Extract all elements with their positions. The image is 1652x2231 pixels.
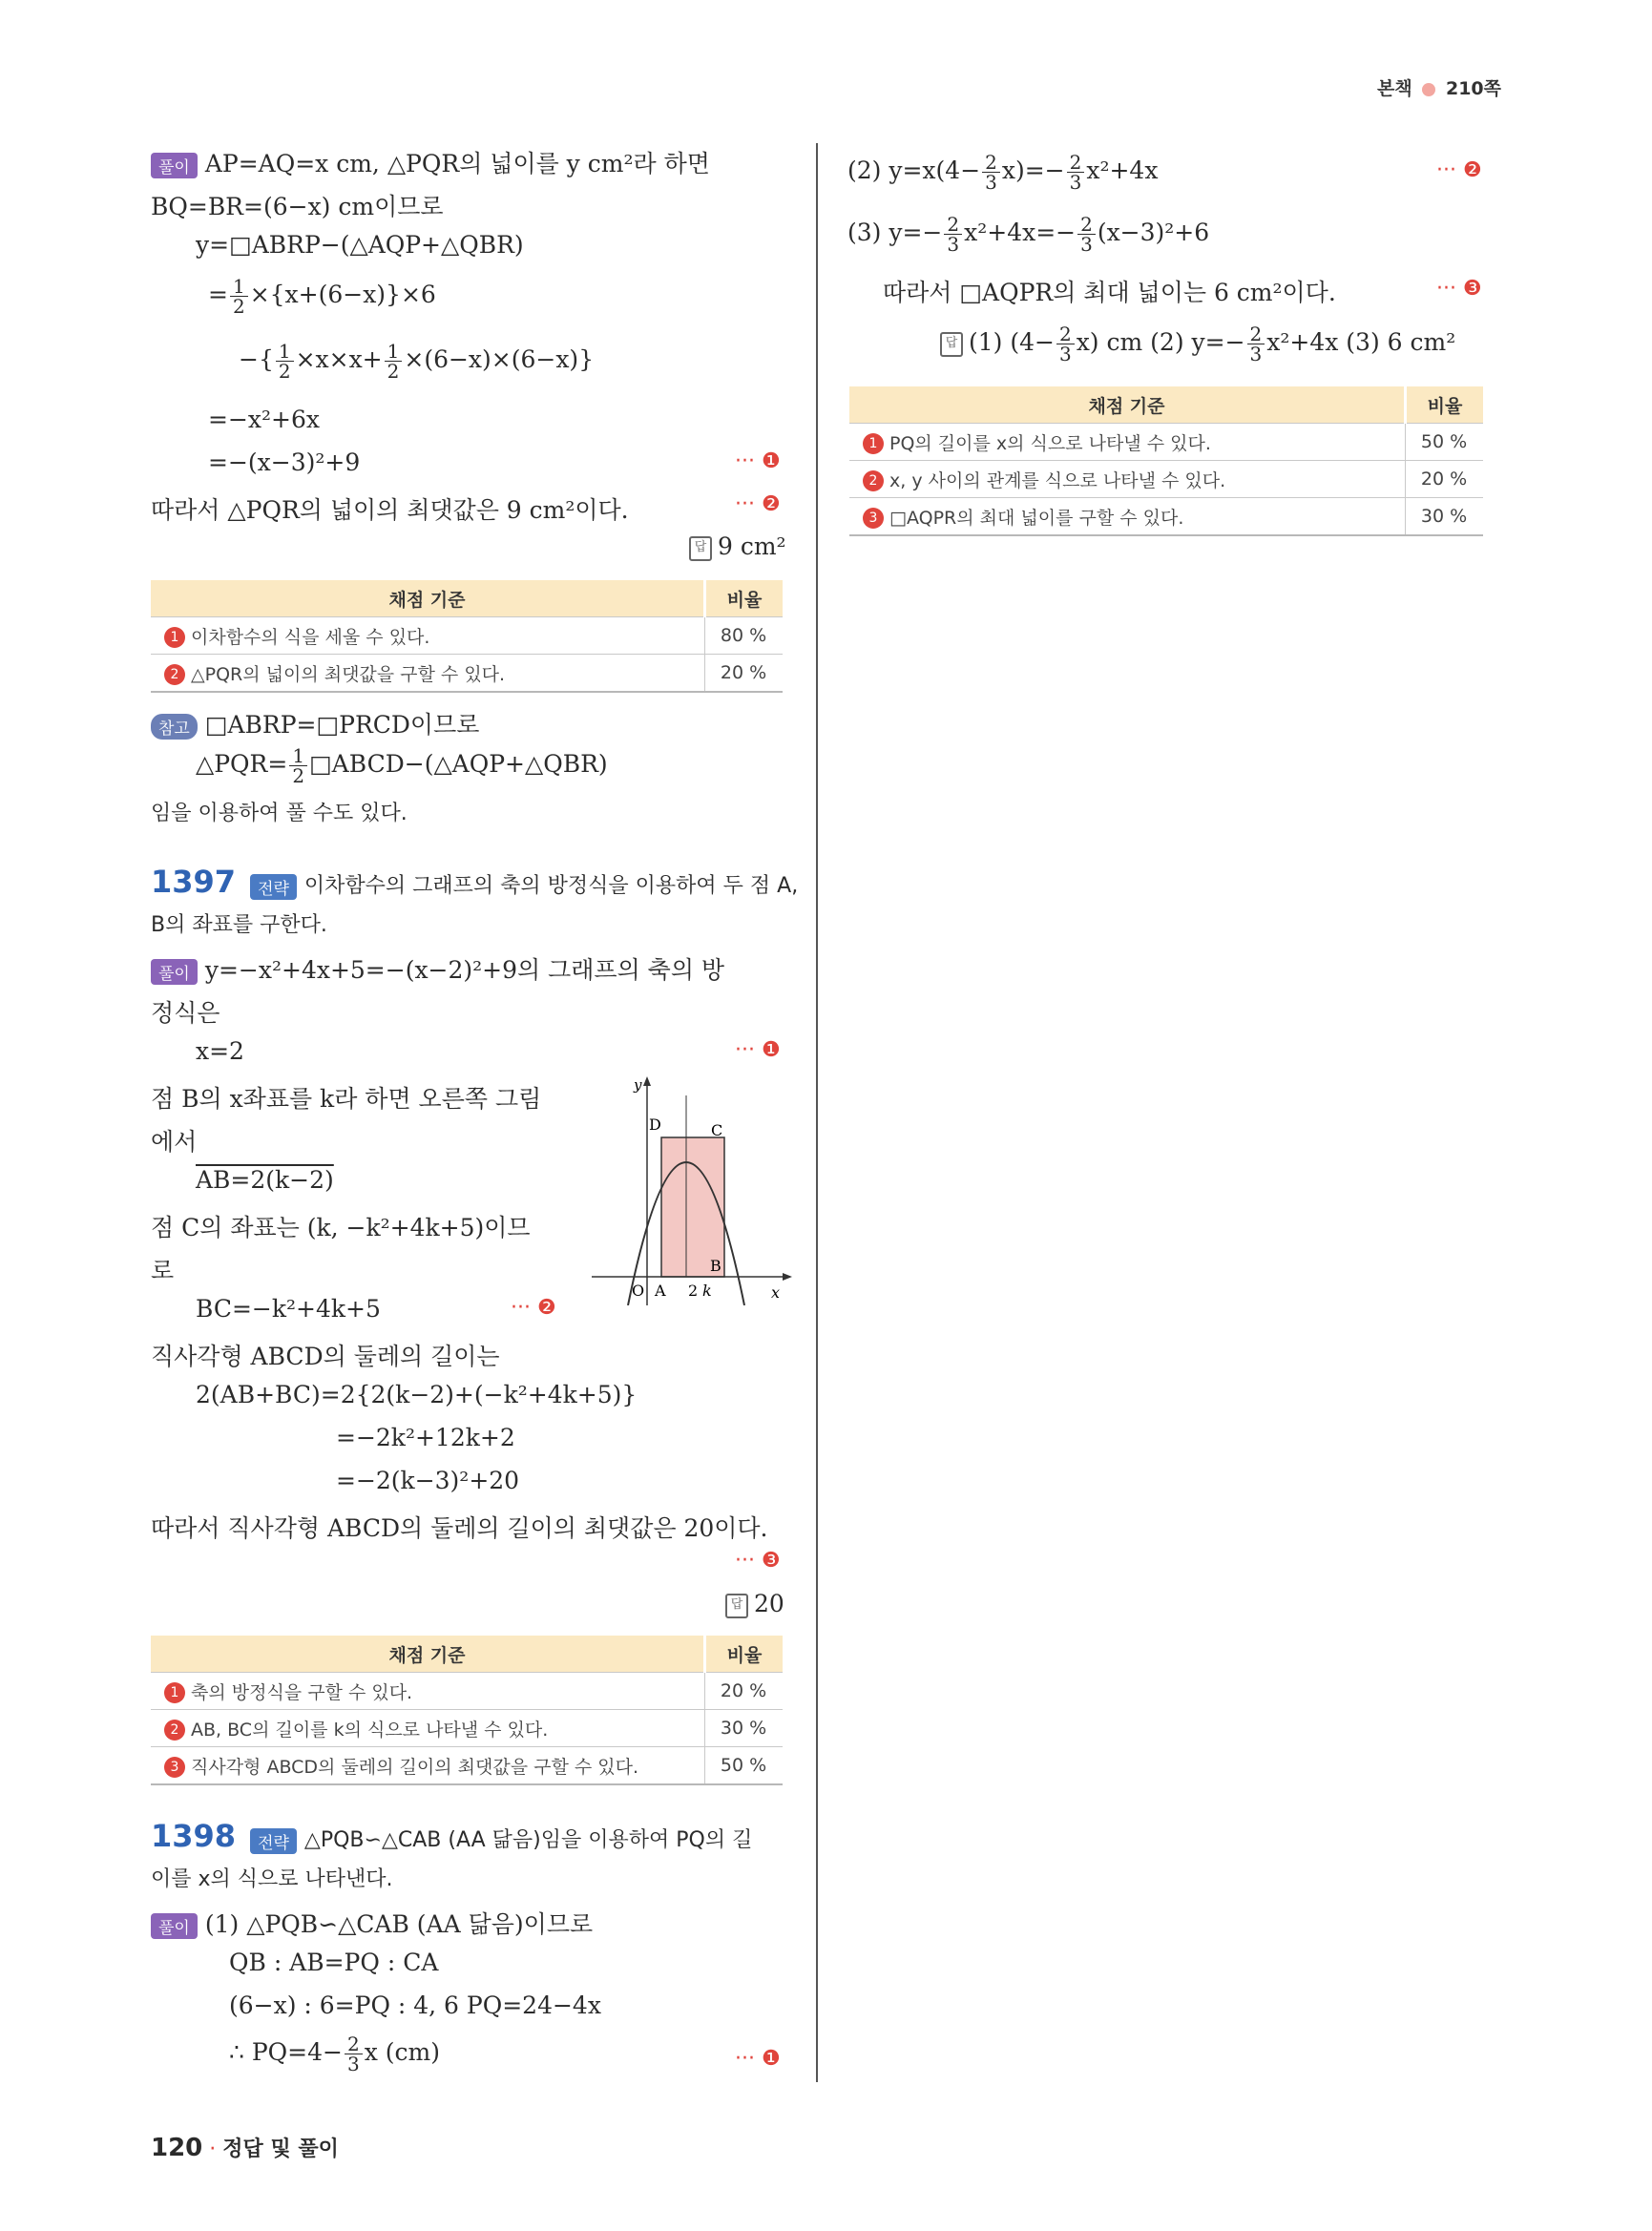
criteria-text: 축의 방정식을 구할 수 있다. bbox=[191, 1681, 413, 1703]
label-2: 2 bbox=[688, 1282, 699, 1300]
criteria-number: 1 bbox=[164, 627, 185, 648]
text: ×x×x+ bbox=[295, 345, 383, 373]
denominator: 2 bbox=[292, 764, 305, 787]
pul-badge: 풀이 bbox=[151, 1913, 198, 1939]
page-header bbox=[1377, 74, 1501, 100]
step-number: ❶ bbox=[761, 2047, 781, 2071]
label-c: C bbox=[711, 1121, 723, 1139]
dots: ··· bbox=[735, 492, 755, 516]
text: ×(6−x)×(6−x)} bbox=[404, 345, 595, 373]
denominator: 2 bbox=[387, 360, 400, 383]
dots: ··· bbox=[1436, 158, 1456, 182]
answer-2 bbox=[725, 1590, 784, 1618]
criteria-text: AB, BC의 길이를 k의 식으로 나타낼 수 있다. bbox=[191, 1719, 549, 1741]
criteria-header: 채점 기준 bbox=[151, 580, 705, 617]
denominator: 3 bbox=[1080, 233, 1093, 256]
p1397-line-9: BC=−k²+4k+5 bbox=[196, 1295, 381, 1323]
p1398-line-2: QB : AB=PQ : CA bbox=[229, 1949, 439, 1976]
text: ∴ PQ=4− bbox=[229, 2038, 343, 2066]
chamgo-badge: 참고 bbox=[151, 714, 198, 740]
text: −{ bbox=[239, 345, 274, 373]
table-row bbox=[849, 498, 1483, 536]
label-b: B bbox=[710, 1257, 721, 1275]
p1397-line-10: 직사각형 ABCD의 둘레의 길이는 bbox=[151, 1343, 500, 1370]
note-line-1 bbox=[151, 706, 479, 740]
numerator: 2 bbox=[1067, 153, 1085, 173]
step-marker-3 bbox=[735, 1549, 781, 1573]
ratio-cell: 30 % bbox=[705, 1710, 784, 1747]
ratio-cell: 20 % bbox=[1406, 461, 1484, 498]
text: x (cm) bbox=[364, 2038, 440, 2066]
header-separator-icon bbox=[1422, 83, 1435, 96]
jeonryak-badge: 전략 bbox=[250, 874, 297, 900]
dots: ··· bbox=[735, 1038, 755, 1062]
fraction bbox=[230, 277, 248, 316]
text: = bbox=[208, 281, 228, 308]
step-number: ❸ bbox=[1462, 277, 1482, 301]
p1397-line-13: =−2(k−3)²+20 bbox=[336, 1467, 520, 1494]
header-page-ref: 210쪽 bbox=[1445, 78, 1501, 99]
numerator: 1 bbox=[276, 342, 294, 362]
fraction bbox=[385, 342, 403, 381]
p1397-line-7: 점 C의 좌표는 (k, −k²+4k+5)이므 bbox=[151, 1214, 531, 1241]
pul-badge: 풀이 bbox=[151, 153, 198, 178]
step-marker-3 bbox=[1436, 277, 1482, 301]
solution-line-4 bbox=[208, 277, 436, 316]
scoring-table-3 bbox=[849, 386, 1483, 536]
criteria-number: 2 bbox=[863, 470, 884, 491]
answer-text: 9 cm² bbox=[718, 532, 786, 560]
problem-number: 1397 bbox=[151, 864, 237, 900]
header-book: 본책 bbox=[1377, 78, 1412, 99]
dots: ··· bbox=[1436, 277, 1456, 301]
fraction bbox=[1247, 324, 1265, 364]
ratio-cell: 50 % bbox=[1406, 424, 1484, 461]
denominator: 3 bbox=[346, 2053, 360, 2075]
problem-1398-strategy-2: 이를 x의 식으로 나타낸다. bbox=[151, 1867, 393, 1891]
p1397-line-2: 정식은 bbox=[151, 999, 220, 1027]
dots: ··· bbox=[511, 1296, 531, 1320]
criteria-number: 1 bbox=[164, 1682, 185, 1703]
p1397-line-14: 따라서 직사각형 ABCD의 둘레의 길이의 최댓값은 20이다. bbox=[151, 1514, 768, 1542]
label-o: O bbox=[632, 1282, 645, 1300]
fraction bbox=[289, 746, 307, 785]
fraction bbox=[1077, 215, 1096, 254]
denominator: 3 bbox=[1249, 343, 1263, 365]
text: AP=AQ=x cm, △PQR의 넓이를 y cm²라 하면 bbox=[204, 150, 710, 177]
text: ×{x+(6−x)}×6 bbox=[249, 281, 436, 308]
text: (1) (4− bbox=[969, 328, 1055, 356]
x-arrow-icon bbox=[783, 1273, 792, 1281]
p1397-line-4: 점 B의 x좌표를 k라 하면 오른쪽 그림 bbox=[151, 1085, 542, 1113]
table-row bbox=[151, 1747, 783, 1785]
label-k: k bbox=[702, 1282, 712, 1300]
label-y: y bbox=[634, 1076, 642, 1094]
numerator: 1 bbox=[289, 746, 307, 766]
note-line-3: 임을 이용하여 풀 수도 있다. bbox=[151, 802, 408, 825]
footer-section: 정답 및 풀이 bbox=[222, 2137, 339, 2161]
p1398-line-1 bbox=[151, 1906, 593, 1940]
criteria-text: 직사각형 ABCD의 둘레의 길이의 최댓값을 구할 수 있다. bbox=[191, 1756, 638, 1778]
step-marker-1 bbox=[735, 1038, 781, 1062]
problem-1398-strategy bbox=[151, 1818, 752, 1854]
answer-text: 20 bbox=[754, 1590, 784, 1617]
text: □ABCD−(△AQP+△QBR) bbox=[309, 750, 608, 778]
table-row bbox=[151, 1673, 783, 1710]
jeonryak-badge: 전략 bbox=[250, 1828, 297, 1854]
right-answer bbox=[940, 324, 1455, 364]
criteria-text: □AQPR의 최대 넓이를 구할 수 있다. bbox=[889, 507, 1184, 529]
numerator: 1 bbox=[230, 277, 248, 297]
scoring-table-2 bbox=[151, 1636, 783, 1785]
solution-line-8: 따라서 △PQR의 넓이의 최댓값은 9 cm²이다. bbox=[151, 496, 629, 524]
numerator: 2 bbox=[944, 215, 962, 235]
answer-icon: 답 bbox=[940, 332, 963, 357]
p1397-line-3: x=2 bbox=[196, 1037, 244, 1065]
text: (2) y=x(4− bbox=[847, 156, 981, 184]
text: 이차함수의 그래프의 축의 방정식을 이용하여 두 점 A, bbox=[303, 874, 799, 898]
ratio-cell: 30 % bbox=[1406, 498, 1484, 536]
note-line-2 bbox=[196, 746, 608, 785]
text: x²+4x=− bbox=[964, 219, 1077, 246]
problem-number: 1398 bbox=[151, 1818, 237, 1854]
answer-1 bbox=[689, 532, 786, 561]
solution-line-6: =−x²+6x bbox=[208, 406, 320, 433]
y-arrow-icon bbox=[643, 1076, 651, 1086]
denominator: 3 bbox=[985, 171, 997, 194]
criteria-text: x, y 사이의 관계를 식으로 나타낼 수 있다. bbox=[889, 469, 1226, 491]
step-number: ❷ bbox=[761, 492, 781, 516]
text: △PQB∽△CAB (AA 닮음)임을 이용하여 PQ의 길 bbox=[303, 1828, 753, 1852]
p1397-line-11: 2(AB+BC)=2{2(k−2)+(−k²+4k+5)} bbox=[196, 1381, 638, 1408]
dots: ··· bbox=[735, 1549, 755, 1573]
ratio-cell: 50 % bbox=[705, 1747, 784, 1785]
numerator: 2 bbox=[1056, 324, 1075, 344]
text: x²+4x bbox=[1086, 156, 1159, 184]
column-divider bbox=[816, 143, 818, 2082]
denominator: 3 bbox=[947, 233, 960, 256]
problem-1397-strategy-2: B의 좌표를 구한다. bbox=[151, 913, 327, 937]
table-row bbox=[151, 655, 783, 693]
label-a: A bbox=[655, 1282, 666, 1300]
p1397-line-6: AB=2(k−2) bbox=[196, 1166, 334, 1194]
numerator: 2 bbox=[345, 2034, 363, 2054]
p1397-line-8: 로 bbox=[151, 1257, 175, 1284]
parabola-graph bbox=[592, 1076, 792, 1305]
text: (3) y=− bbox=[847, 219, 943, 246]
answer-icon: 답 bbox=[725, 1594, 748, 1618]
ratio-header: 비율 bbox=[705, 1636, 784, 1673]
text: △PQR= bbox=[196, 750, 288, 778]
right-line-2 bbox=[847, 215, 1209, 254]
label-x: x bbox=[771, 1283, 781, 1302]
p1398-line-4 bbox=[229, 2034, 440, 2074]
table-row bbox=[151, 617, 783, 655]
right-line-1 bbox=[847, 153, 1158, 192]
table-row bbox=[151, 1710, 783, 1747]
ratio-cell: 20 % bbox=[705, 1673, 784, 1710]
criteria-header: 채점 기준 bbox=[849, 386, 1406, 424]
pul-badge: 풀이 bbox=[151, 959, 198, 985]
text: □ABRP=□PRCD이므로 bbox=[204, 711, 480, 739]
scoring-table-1 bbox=[151, 580, 783, 693]
fraction bbox=[982, 153, 1000, 192]
denominator: 2 bbox=[232, 295, 245, 318]
step-number: ❷ bbox=[536, 1296, 556, 1320]
solution-line-2: BQ=BR=(6−x) cm이므로 bbox=[151, 193, 444, 220]
step-marker-1 bbox=[735, 2047, 781, 2071]
solution-line-7: =−(x−3)²+9 bbox=[208, 448, 361, 476]
label-d: D bbox=[649, 1116, 661, 1134]
table-row bbox=[849, 424, 1483, 461]
p1397-line-5: 에서 bbox=[151, 1128, 198, 1156]
table-row bbox=[849, 461, 1483, 498]
solution-line-5 bbox=[239, 342, 594, 381]
fraction bbox=[276, 342, 294, 381]
text: x) cm (2) y=− bbox=[1076, 328, 1245, 356]
numerator: 2 bbox=[1247, 324, 1265, 344]
criteria-number: 3 bbox=[863, 508, 884, 529]
dots: ··· bbox=[735, 449, 755, 473]
step-number: ❶ bbox=[761, 1038, 781, 1062]
fraction bbox=[944, 215, 962, 254]
ratio-cell: 80 % bbox=[705, 617, 784, 655]
p1397-line-12: =−2k²+12k+2 bbox=[336, 1424, 515, 1451]
denominator: 3 bbox=[1069, 171, 1082, 194]
criteria-text: △PQR의 넓이의 최댓값을 구할 수 있다. bbox=[191, 663, 506, 685]
solution-line-3: y=□ABRP−(△AQP+△QBR) bbox=[196, 231, 524, 259]
text: y=−x²+4x+5=−(x−2)²+9의 그래프의 축의 방 bbox=[204, 956, 725, 984]
footer-page-number: 120 bbox=[151, 2134, 203, 2162]
denominator: 2 bbox=[278, 360, 291, 383]
numerator: 1 bbox=[385, 342, 403, 362]
criteria-number: 2 bbox=[164, 664, 185, 685]
criteria-text: PQ의 길이를 x의 식으로 나타낼 수 있다. bbox=[889, 432, 1211, 454]
dots: ··· bbox=[735, 2047, 755, 2071]
right-line-3: 따라서 □AQPR의 최대 넓이는 6 cm²이다. bbox=[883, 279, 1336, 306]
ratio-header: 비율 bbox=[1406, 386, 1484, 424]
step-marker-2 bbox=[735, 492, 781, 516]
p1397-line-1 bbox=[151, 951, 724, 986]
ratio-cell: 20 % bbox=[705, 655, 784, 693]
fraction bbox=[1056, 324, 1075, 364]
text: x)=− bbox=[1001, 156, 1065, 184]
criteria-number: 2 bbox=[164, 1720, 185, 1741]
denominator: 3 bbox=[1058, 343, 1072, 365]
page-footer bbox=[151, 2133, 339, 2162]
criteria-number: 3 bbox=[164, 1757, 185, 1778]
footer-separator: · bbox=[209, 2137, 217, 2161]
text: (x−3)²+6 bbox=[1097, 219, 1210, 246]
criteria-text: 이차함수의 식을 세울 수 있다. bbox=[191, 626, 430, 648]
fraction bbox=[345, 2034, 363, 2074]
numerator: 2 bbox=[982, 153, 1000, 173]
step-number: ❸ bbox=[761, 1549, 781, 1573]
step-marker-2 bbox=[511, 1296, 556, 1320]
fraction bbox=[1067, 153, 1085, 192]
answer-icon: 답 bbox=[689, 536, 712, 561]
p1398-line-3: (6−x) : 6=PQ : 4, 6 PQ=24−4x bbox=[229, 1991, 601, 2019]
criteria-number: 1 bbox=[863, 433, 884, 454]
text: x²+4x (3) 6 cm² bbox=[1266, 328, 1456, 356]
numerator: 2 bbox=[1077, 215, 1096, 235]
problem-1397-strategy bbox=[151, 864, 798, 900]
step-number: ❷ bbox=[1462, 158, 1482, 182]
step-number: ❶ bbox=[761, 449, 781, 473]
step-marker-2 bbox=[1436, 158, 1482, 182]
ratio-header: 비율 bbox=[705, 580, 784, 617]
criteria-header: 채점 기준 bbox=[151, 1636, 705, 1673]
solution-line-1 bbox=[151, 145, 710, 179]
step-marker-1 bbox=[735, 449, 781, 473]
text: (1) △PQB∽△CAB (AA 닮음)이므로 bbox=[204, 1910, 594, 1938]
